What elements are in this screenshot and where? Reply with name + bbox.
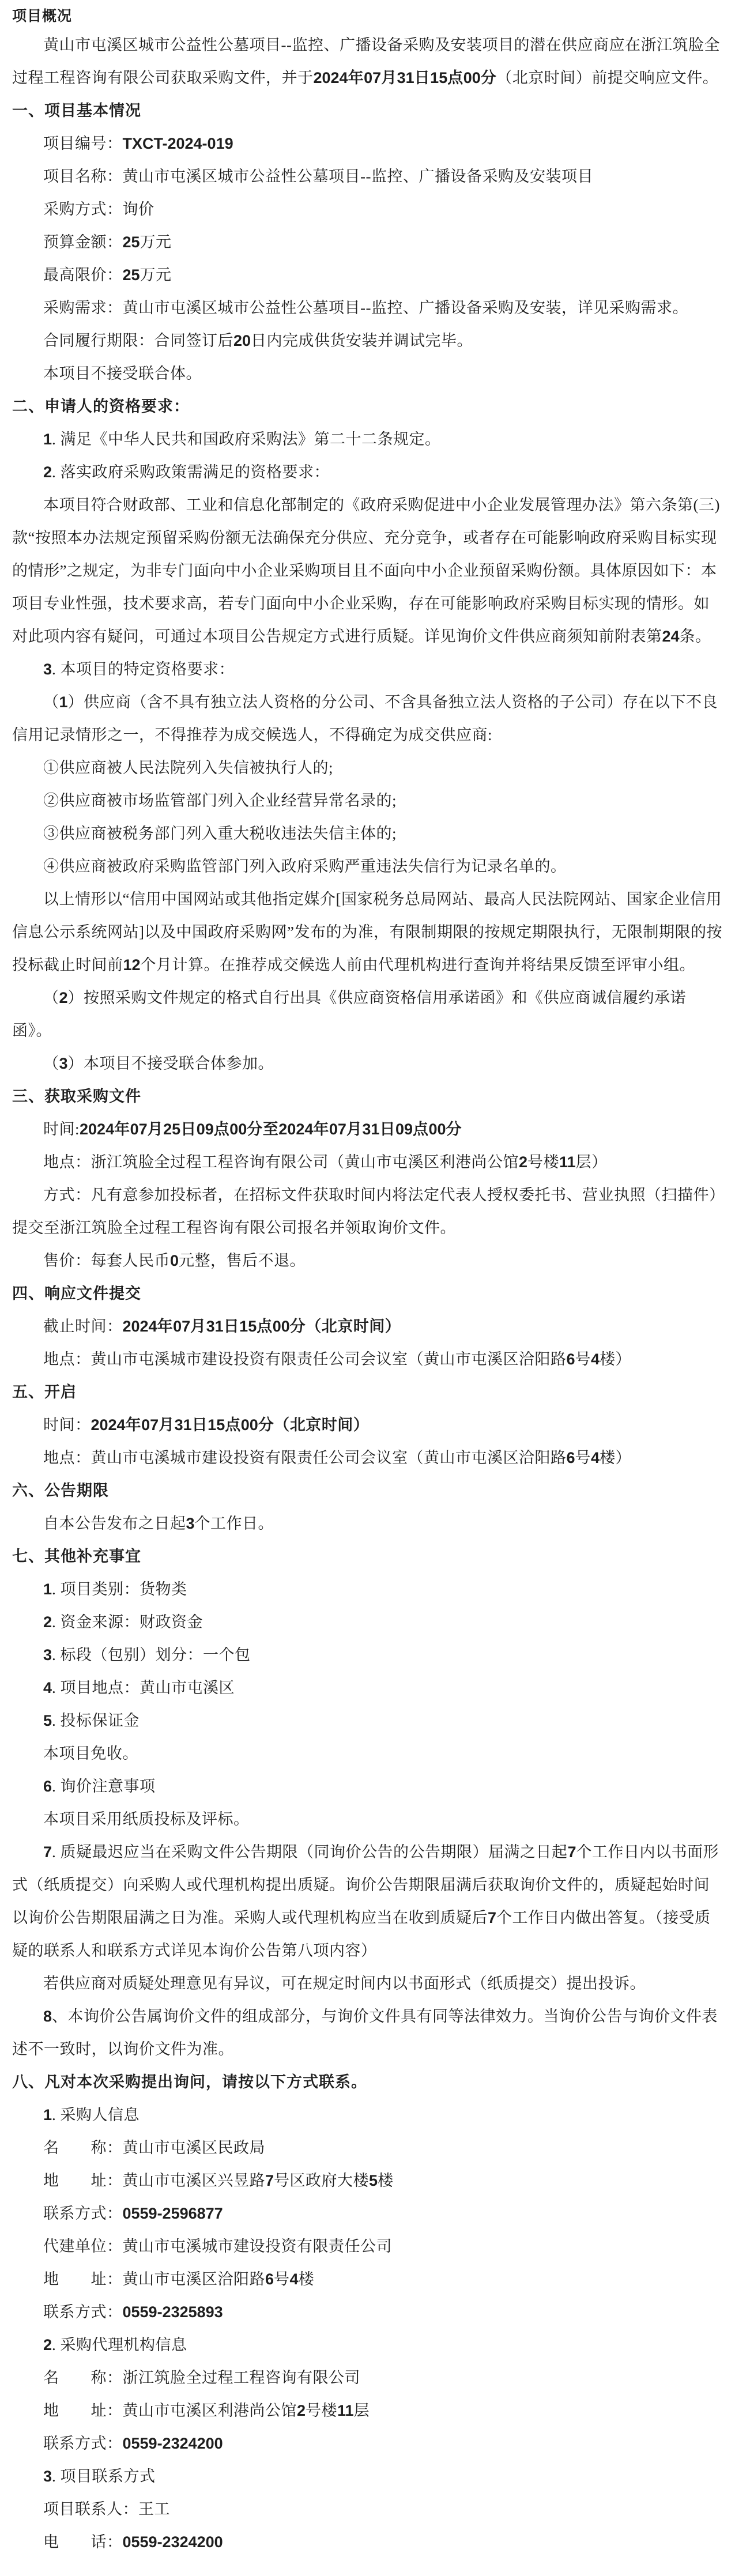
numeric-text: 4 bbox=[289, 2270, 299, 2288]
paragraph: 本项目不接受联合体。 bbox=[43, 365, 202, 382]
numeric-text: 20 bbox=[233, 332, 251, 349]
section-heading: 五、开启 bbox=[12, 1383, 77, 1401]
numeric-text: 2 bbox=[297, 2402, 306, 2419]
numeric-text: 7 bbox=[265, 2172, 274, 2189]
numeric-text: 00 bbox=[229, 1121, 247, 1138]
numeric-text: 31 bbox=[206, 1318, 224, 1335]
paragraph: ②供应商被市场监管部门列入企业经营异常名录的; bbox=[43, 792, 397, 809]
paragraph: 地 址：黄山市屯溪区兴昱路7号区政府大楼5楼 bbox=[43, 2172, 394, 2189]
document-body bbox=[12, 29, 723, 2559]
numeric-text: 6 bbox=[566, 1351, 575, 1368]
numeric-text: 2024 bbox=[91, 1416, 126, 1434]
paragraph: ③供应商被税务部门列入重大税收违法失信主体的; bbox=[43, 825, 397, 842]
numeric-text: 5 bbox=[369, 2172, 378, 2189]
numeric-text: 24 bbox=[662, 628, 680, 645]
numeric-text: 3 bbox=[43, 2468, 52, 2485]
numeric-text: 15 bbox=[208, 1416, 225, 1434]
numeric-text: 00 bbox=[240, 1416, 258, 1434]
paragraph: 3. 本项目的特定资格要求： bbox=[43, 661, 235, 678]
intro-paragraph: 黄山市屯溪区城市公益性公墓项目--监控、广播设备采购及安装项目的潜在供应商应在浙江筑脸全过程工程咨询有限公司获取采购文件，并于2024年07月31日15点00分（北京时间）前提交响应文件。 bbox=[12, 36, 720, 86]
numeric-text: 7 bbox=[567, 1843, 576, 1861]
bold-text: 2024年07月31日15点00分（北京时间） bbox=[122, 1318, 401, 1335]
paragraph: 8、本询价公告属询价文件的组成部分，与询价文件具有同等法律效力。当询价公告与询价文件表述不一致时，以询价文件为准。 bbox=[12, 2008, 718, 2058]
numeric-text: 4 bbox=[43, 1679, 52, 1696]
numeric-text: 2024 bbox=[313, 69, 348, 86]
numeric-text: 6 bbox=[265, 2270, 274, 2288]
paragraph: 地 址：黄山市屯溪区洽阳路6号4楼 bbox=[43, 2270, 315, 2288]
numeric-text: 7 bbox=[488, 1909, 497, 1926]
paragraph: 联系方式：0559-2324200 bbox=[43, 2435, 223, 2452]
paragraph: 采购方式：询价 bbox=[43, 201, 154, 218]
numeric-text: 8 bbox=[43, 2008, 52, 2025]
paragraph: 以上情形以“信用中国网站或其他指定媒介[国家税务总局网站、最高人民法院网站、国家企业信用信息公示系统网站]以及中国政府采购网”发布的为准，有限制期限的按规定期限执行，无限制期限的按投标截止时间前12个月计算。在推荐成交候选人前由代理机构进行查询并将结果反馈至评审小组。 bbox=[12, 891, 722, 974]
paragraph: 1. 采购人信息 bbox=[43, 2106, 140, 2124]
numeric-text: 3 bbox=[186, 1515, 195, 1532]
paragraph: 3. 项目联系方式 bbox=[43, 2468, 156, 2485]
numeric-text: 00 bbox=[463, 69, 481, 86]
numeric-text: 07 bbox=[130, 1121, 148, 1138]
numeric-text: 11 bbox=[337, 2402, 354, 2419]
paragraph: ④供应商被政府采购监管部门列入政府采购严重违法失信行为记录名单的。 bbox=[43, 858, 567, 875]
paragraph: 地点：黄山市屯溪城市建设投资有限责任公司会议室（黄山市屯溪区洽阳路6号4楼） bbox=[43, 1351, 632, 1368]
section-heading: 三、获取采购文件 bbox=[12, 1088, 141, 1105]
numeric-text: 07 bbox=[329, 1121, 346, 1138]
paragraph: ①供应商被人民法院列入失信被执行人的; bbox=[43, 759, 334, 776]
section-heading: 一、项目基本情况 bbox=[12, 102, 141, 119]
paragraph: （3）本项目不接受联合体参加。 bbox=[43, 1055, 274, 1072]
numeric-text: 0559-2325893 bbox=[122, 2303, 223, 2321]
numeric-text: 5 bbox=[43, 1712, 52, 1729]
numeric-text: 07 bbox=[141, 1416, 159, 1434]
numeric-text: 25 bbox=[122, 266, 140, 284]
numeric-text: 4 bbox=[591, 1351, 600, 1368]
numeric-text: 11 bbox=[559, 1153, 576, 1171]
numeric-text: 3 bbox=[43, 1646, 52, 1664]
numeric-text: TXCT-2024-019 bbox=[122, 135, 233, 152]
numeric-text: 3 bbox=[43, 661, 52, 678]
paragraph: 本项目符合财政部、工业和信息化部制定的《政府采购促进中小企业发展管理办法》第六条第(三)款“按照本办法规定预留采购份额无法确保充分供应、充分竞争，或者存在可能影响政府采购目标实现的情形”之规定，为非专门面向中小企业采购项目且不面向中小企业预留采购份额。具体原因如下：本项目专业性强，技术要求高，若专门面向中小企业采购，存在可能影响政府采购目标实现的情形。如对此项内容有疑问，可通过本项目公告规定方式进行质疑。详见询价文件供应商须知前附表第24条。 bbox=[12, 496, 720, 645]
numeric-text: 0559-2596877 bbox=[122, 2205, 223, 2222]
paragraph: 截止时间：2024年07月31日15点00分（北京时间） bbox=[43, 1318, 401, 1335]
bold-text: 2024年07月31日15点00分 bbox=[313, 69, 497, 86]
numeric-text: 3 bbox=[59, 1055, 68, 1072]
paragraph: 项目编号：TXCT-2024-019 bbox=[43, 135, 233, 152]
paragraph: 2. 采购代理机构信息 bbox=[43, 2336, 187, 2354]
paragraph: 地 址：黄山市屯溪区利港尚公馆2号楼11层 bbox=[43, 2402, 370, 2419]
numeric-text: 07 bbox=[173, 1318, 191, 1335]
numeric-text: 2 bbox=[43, 1613, 52, 1631]
paragraph: 名 称：黄山市屯溪区民政局 bbox=[43, 2139, 265, 2156]
numeric-text: 15 bbox=[239, 1318, 257, 1335]
paragraph: 2. 资金来源：财政资金 bbox=[43, 1613, 203, 1631]
paragraph: 项目名称：黄山市屯溪区城市公益性公墓项目--监控、广播设备采购及安装项目 bbox=[43, 168, 593, 185]
section-heading: 二、申请人的资格要求： bbox=[12, 398, 190, 415]
paragraph: 联系方式：0559-2325893 bbox=[43, 2303, 223, 2321]
numeric-text: 00 bbox=[272, 1318, 290, 1335]
numeric-text: 00 bbox=[428, 1121, 446, 1138]
paragraph: 时间：2024年07月31日15点00分（北京时间） bbox=[43, 1416, 370, 1434]
numeric-text: 1 bbox=[43, 431, 52, 448]
paragraph: 联系方式：0559-2596877 bbox=[43, 2205, 223, 2222]
numeric-text: 15 bbox=[430, 69, 448, 86]
numeric-text: 2 bbox=[59, 989, 68, 1006]
paragraph: 4. 项目地点：黄山市屯溪区 bbox=[43, 1679, 235, 1696]
paragraph: （1）供应商（含不具有独立法人资格的分公司、不含具备独立法人资格的子公司）存在以下不良信用记录情形之一，不得推荐为成交候选人，不得确定为成交供应商: bbox=[12, 693, 718, 744]
numeric-text: 0559-2324200 bbox=[122, 2533, 223, 2551]
numeric-text: 25 bbox=[163, 1121, 181, 1138]
numeric-text: 1 bbox=[59, 693, 68, 711]
numeric-text: 31 bbox=[397, 69, 414, 86]
numeric-text: 1 bbox=[43, 2106, 52, 2124]
paragraph: 5. 投标保证金 bbox=[43, 1712, 140, 1729]
paragraph: 2. 落实政府采购政策需满足的资格要求： bbox=[43, 463, 330, 481]
paragraph: 时间:2024年07月25日09点00分至2024年07月31日09点00分 bbox=[43, 1121, 462, 1138]
paragraph: 自本公告发布之日起3个工作日。 bbox=[43, 1515, 274, 1532]
bold-text: 2024年07月31日15点00分（北京时间） bbox=[91, 1416, 370, 1434]
section-heading: 八、凡对本次采购提出询问，请按以下方式联系。 bbox=[12, 2073, 367, 2091]
numeric-text: 2024 bbox=[278, 1121, 314, 1138]
paragraph: 最高限价：25万元 bbox=[43, 266, 172, 284]
numeric-text: 6 bbox=[43, 1778, 52, 1795]
numeric-text: 2 bbox=[43, 463, 52, 481]
paragraph: 7. 质疑最迟应当在采购文件公告期限（同询价公告的公告期限）届满之日起7个工作日内以书面形式（纸质提交）向采购人或代理机构提出质疑。询价公告期限届满后获取询价文件的，质疑起始时间以询价公告期限届满之日为准。采购人或代理机构应当在收到质疑后7个工作日内做出答复。（接受质疑的联系人和联系方式详见本询价公告第八项内容） bbox=[12, 1843, 719, 1959]
paragraph: 地点：黄山市屯溪城市建设投资有限责任公司会议室（黄山市屯溪区洽阳路6号4楼） bbox=[43, 1449, 632, 1466]
numeric-text: 2 bbox=[519, 1153, 528, 1171]
numeric-text: 31 bbox=[174, 1416, 192, 1434]
numeric-text: 09 bbox=[196, 1121, 214, 1138]
paragraph: 名 称：浙江筑脸全过程工程咨询有限公司 bbox=[43, 2369, 360, 2386]
page-title: 项目概况 bbox=[12, 8, 73, 24]
paragraph: （2）按照采购文件规定的格式自行出具《供应商资格信用承诺函》和《供应商诚信履约承诺函》。 bbox=[12, 989, 687, 1039]
section-heading: 六、公告期限 bbox=[12, 1482, 109, 1499]
paragraph: 若供应商对质疑处理意见有异议，可在规定时间内以书面形式（纸质提交）提出投诉。 bbox=[43, 1975, 646, 1992]
paragraph: 方式：凡有意参加投标者，在招标文件获取时间内将法定代表人授权委托书、营业执照（扫描件）提交至浙江筑脸全过程工程咨询有限公司报名并领取询价文件。 bbox=[12, 1186, 717, 1236]
paragraph: 代建单位：黄山市屯溪城市建设投资有限责任公司 bbox=[43, 2238, 392, 2255]
paragraph: 本项目免收。 bbox=[43, 1745, 138, 1762]
bold-text: 2024年07月25日09点00分至2024年07月31日09点00分 bbox=[80, 1121, 462, 1138]
paragraph: 电 话：0559-2324200 bbox=[43, 2533, 223, 2551]
paragraph: 地点：浙江筑脸全过程工程咨询有限公司（黄山市屯溪区利港尚公馆2号楼11层） bbox=[43, 1153, 608, 1171]
numeric-text: 09 bbox=[395, 1121, 413, 1138]
numeric-text: 7 bbox=[43, 1843, 52, 1861]
paragraph: 预算金额：25万元 bbox=[43, 233, 172, 251]
paragraph: 3. 标段（包别）划分：一个包 bbox=[43, 1646, 251, 1664]
numeric-text: 0559-2324200 bbox=[122, 2435, 223, 2452]
numeric-text: 07 bbox=[364, 69, 382, 86]
numeric-text: 12 bbox=[123, 956, 141, 974]
paragraph: 1. 满足《中华人民共和国政府采购法》第二十二条规定。 bbox=[43, 431, 441, 448]
numeric-text: 25 bbox=[122, 233, 140, 251]
numeric-text: 1 bbox=[43, 1581, 52, 1598]
section-heading: 四、响应文件提交 bbox=[12, 1285, 141, 1302]
numeric-text: 2024 bbox=[122, 1318, 157, 1335]
numeric-text: 4 bbox=[591, 1449, 600, 1466]
paragraph: 6. 询价注意事项 bbox=[43, 1778, 156, 1795]
numeric-text: 0 bbox=[170, 1252, 179, 1269]
paragraph: 本项目采用纸质投标及评标。 bbox=[43, 1811, 250, 1828]
paragraph: 采购需求：黄山市屯溪区城市公益性公墓项目--监控、广播设备采购及安装，详见采购需求。 bbox=[43, 299, 688, 316]
numeric-text: 6 bbox=[566, 1449, 575, 1466]
paragraph: 项目联系人：王工 bbox=[43, 2500, 170, 2518]
numeric-text: 2 bbox=[43, 2336, 52, 2354]
section-heading: 七、其他补充事宜 bbox=[12, 1548, 141, 1565]
paragraph: 1. 项目类别：货物类 bbox=[43, 1581, 187, 1598]
numeric-text: 2024 bbox=[80, 1121, 115, 1138]
paragraph: 售价：每套人民币0元整，售后不退。 bbox=[43, 1252, 306, 1269]
paragraph: 合同履行期限：合同签订后20日内完成供货安装并调试完毕。 bbox=[43, 332, 473, 349]
numeric-text: 31 bbox=[362, 1121, 380, 1138]
